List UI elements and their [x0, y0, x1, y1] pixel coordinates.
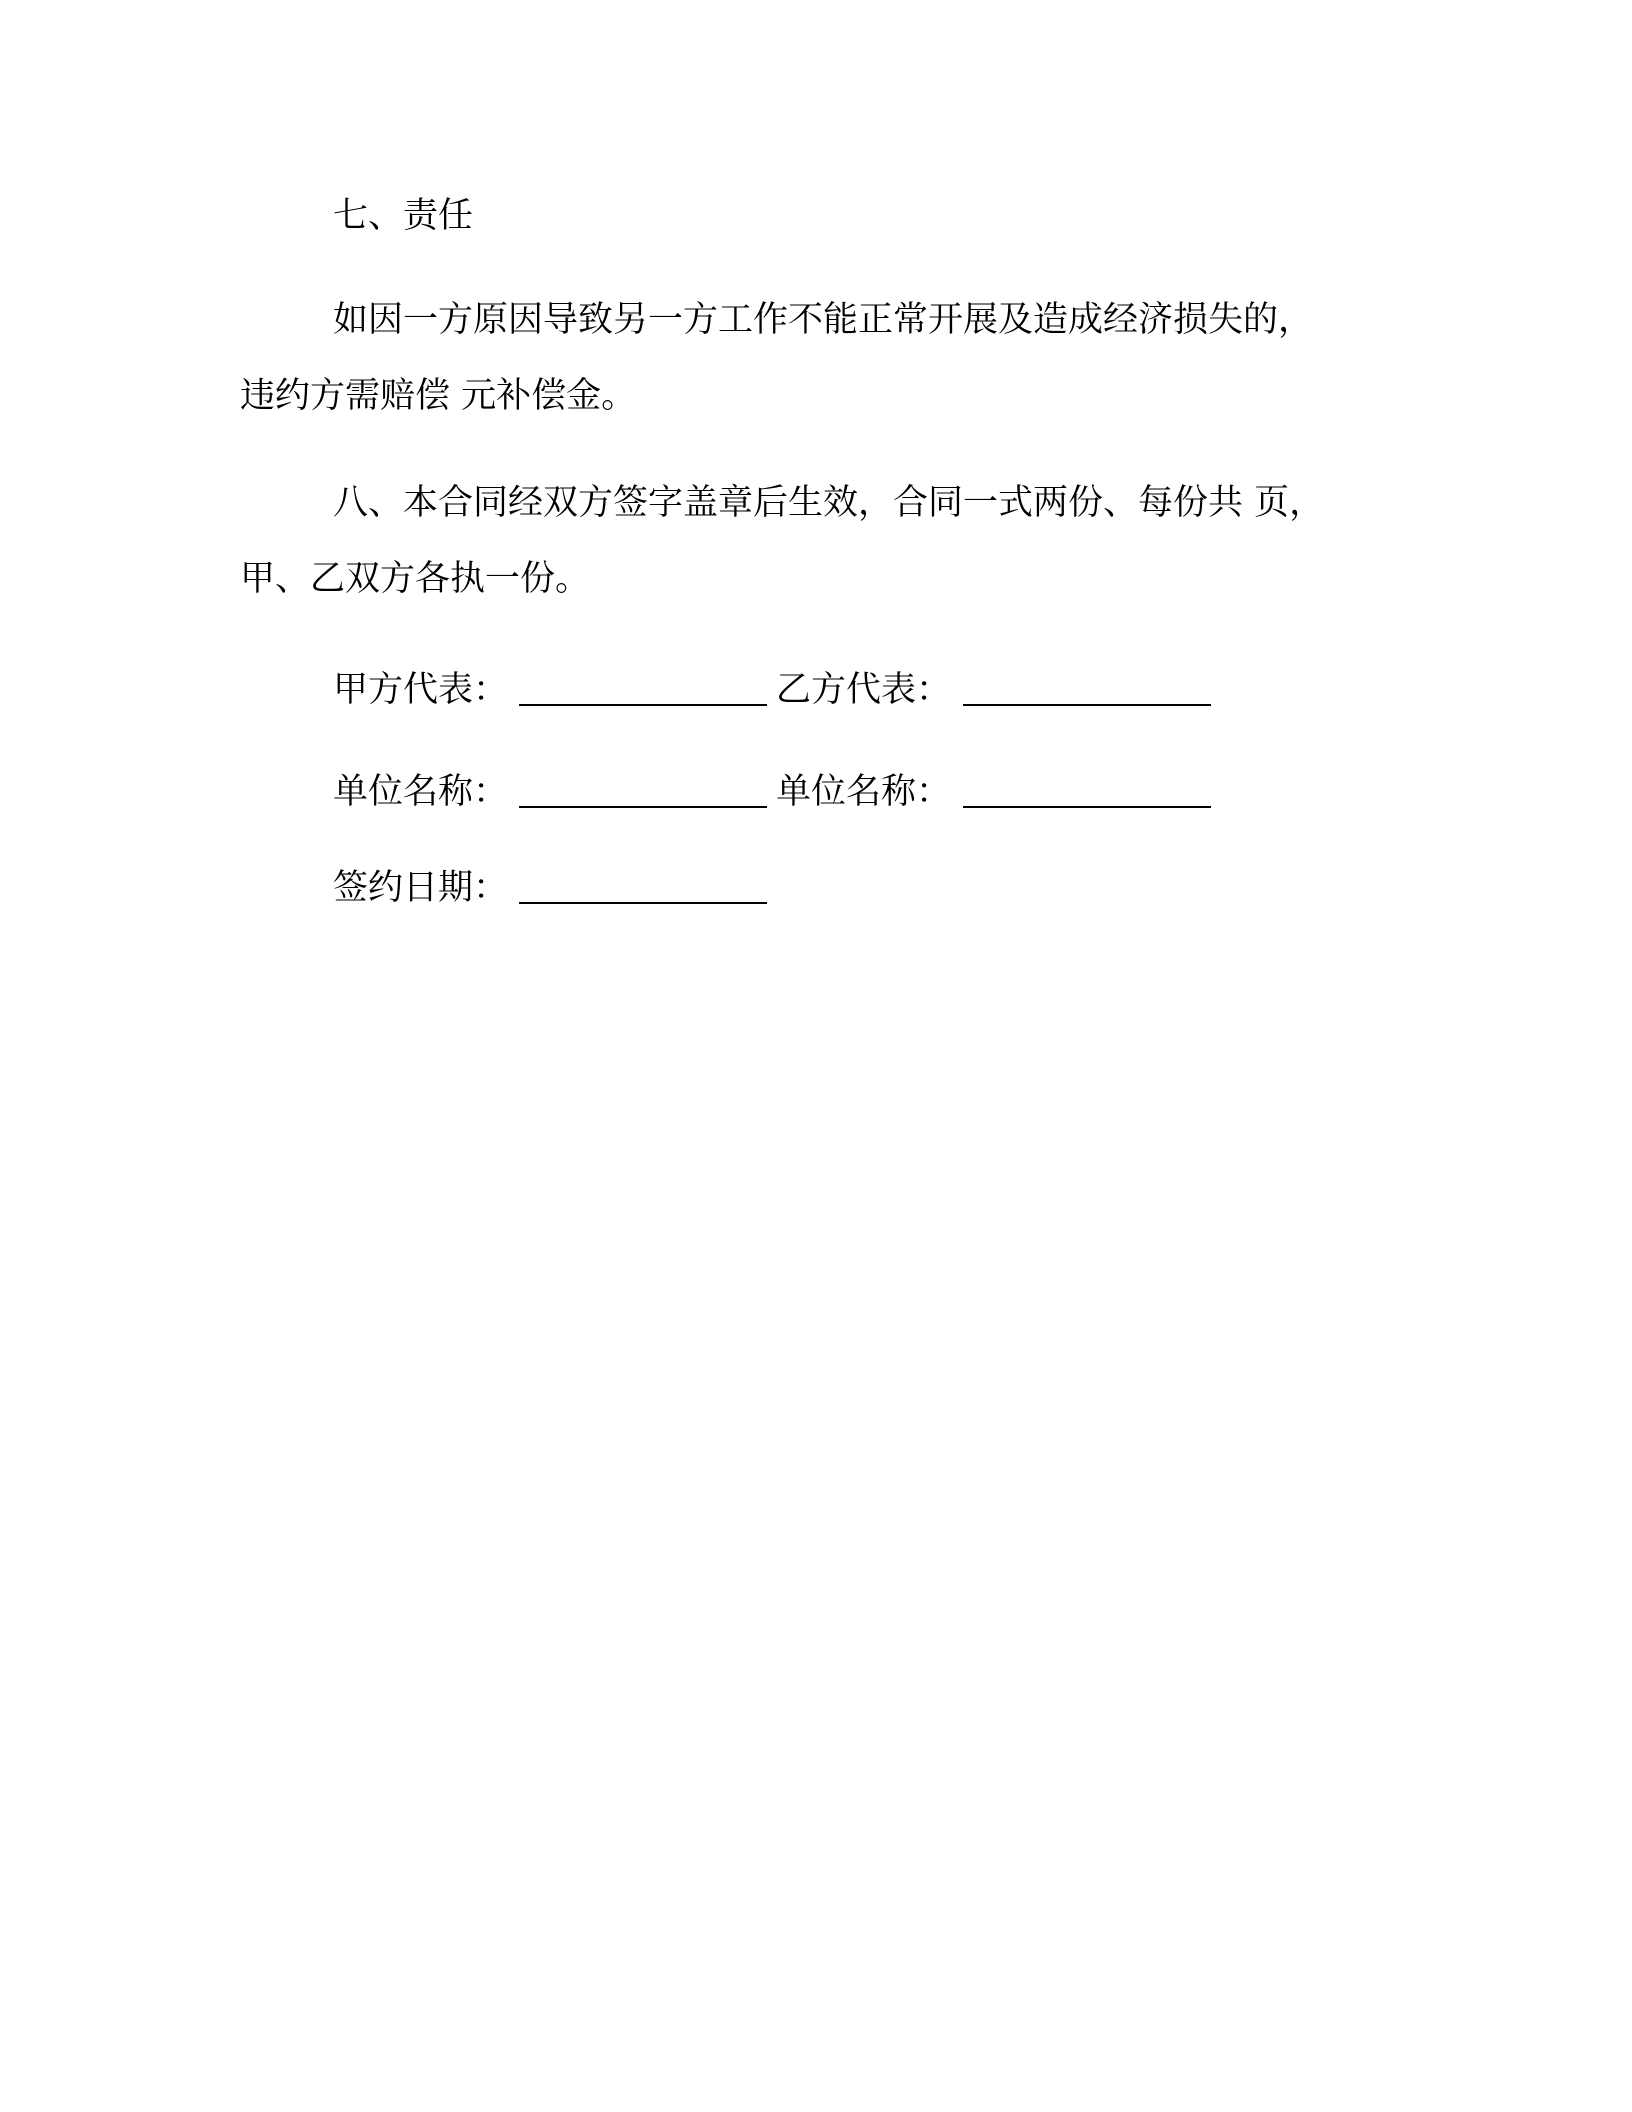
party-a-rep-label: 甲方代表：	[333, 670, 509, 710]
sign-date-blank	[519, 902, 767, 904]
party-b-unit-blank	[963, 806, 1211, 808]
effectiveness-paragraph-line-2: 甲、乙双方各执一份。	[240, 559, 591, 599]
sign-date-label: 签约日期：	[333, 868, 509, 908]
liability-paragraph-line-1: 如因一方原因导致另一方工作不能正常开展及造成经济损失的，	[333, 300, 1314, 340]
party-b-unit-label: 单位名称：	[776, 772, 952, 812]
section-heading-liability: 七、责任	[333, 196, 474, 236]
party-a-unit-blank	[519, 806, 767, 808]
party-b-rep-blank	[963, 704, 1211, 706]
party-a-rep-blank	[519, 704, 767, 706]
party-b-rep-label: 乙方代表：	[776, 670, 952, 710]
liability-paragraph-line-2: 违约方需赔偿 元补偿金。	[240, 376, 637, 416]
effectiveness-paragraph-line-1: 八、本合同经双方签字盖章后生效，合同一式两份、每份共 页，	[333, 483, 1325, 523]
party-a-unit-label: 单位名称：	[333, 772, 509, 812]
